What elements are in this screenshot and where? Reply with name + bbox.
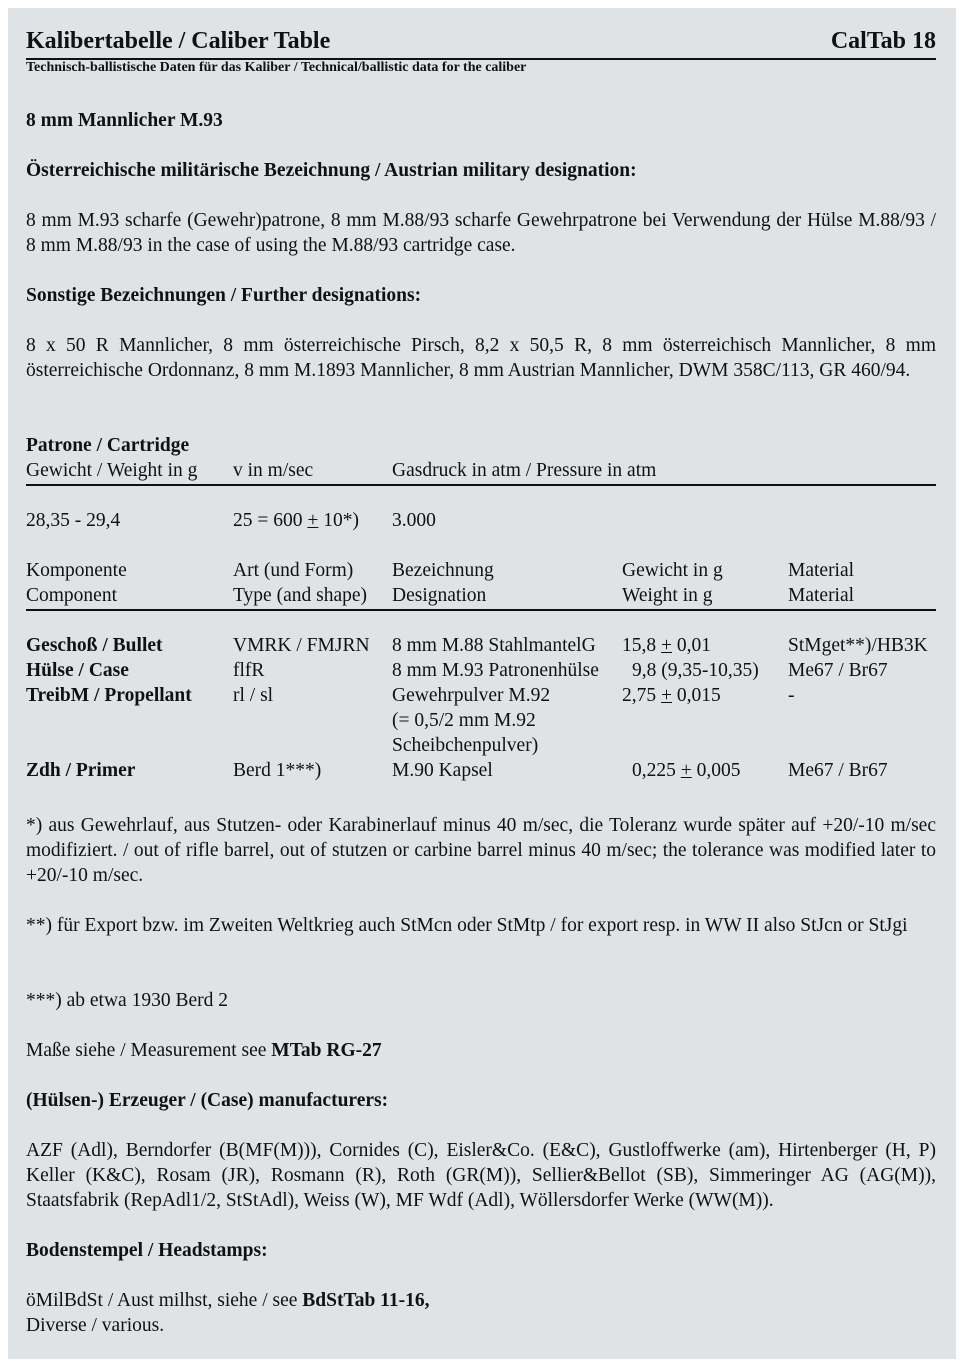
component-name: Zdh / Primer (26, 760, 136, 781)
measurement-reference: Maße siehe / Measurement see MTab RG-27 (26, 1040, 382, 1061)
cartridge-velocity: 25 = 600 + 10*) (233, 510, 359, 531)
components-col-material-en: Material (788, 585, 855, 606)
cartridge-rule (26, 484, 936, 486)
components-col-material-de: Material (788, 560, 855, 581)
components-col-weight-en: Weight in g (622, 585, 713, 606)
document-page (8, 8, 956, 1359)
component-designation-line2: (= 0,5/2 mm M.92 (392, 710, 536, 731)
manufacturers-text: AZF (Adl), Berndorfer (B(MF(M))), Cornides (C), Eisler&Co. (E&C), Gustloffwerke (am), Hirtenberger (H, P) Keller (K&C), Rosam (JR), Rosmann (R), Roth (GR(M)), Sellier&Bellot (SB), Simmeringer AG (AG(M)), Staatsfabrik (RepAdl1/2, StStAdl), Weiss (W), MF Wdf (Adl), Wöllersdorfer Werke (WW(M)). (26, 1140, 936, 1211)
component-type: Berd 1***) (233, 760, 322, 781)
cartridge-weight: 28,35 - 29,4 (26, 510, 121, 531)
components-rule (26, 609, 936, 611)
components-col-weight-de: Gewicht in g (622, 560, 723, 581)
footnote-2: **) für Export bzw. im Zweiten Weltkrieg auch StMcn oder StMtp / for export resp. in WW II also StJcn or StJgi (26, 915, 908, 936)
cartridge-col-velocity: v in m/sec (233, 460, 314, 481)
further-designations-text: 8 x 50 R Mannlicher, 8 mm österreichische Pirsch, 8,2 x 50,5 R, 8 mm österreichisch Mannlicher, 8 mm österreichische Ordonnanz, 8 mm M.1893 Mannlicher, 8 mm Austrian Mannlicher, DWM 358C/113, GR 460/94. (26, 335, 936, 381)
component-name: Hülse / Case (26, 660, 129, 681)
cartridge-pressure: 3.000 (392, 510, 436, 531)
component-designation: 8 mm M.93 Patronenhülse (392, 660, 599, 681)
component-designation-line3: Scheibchenpulver) (392, 735, 539, 756)
component-name: Geschoß / Bullet (26, 635, 163, 656)
component-name: TreibM / Propellant (26, 685, 192, 706)
headstamps-line-2: Diverse / various. (26, 1315, 165, 1336)
components-col-type-de: Art (und Form) (233, 560, 354, 581)
cartridge-heading: Patrone / Cartridge (26, 435, 190, 456)
component-type: flfR (233, 660, 265, 681)
component-designation: M.90 Kapsel (392, 760, 493, 781)
component-weight: 2,75 + 0,015 (622, 685, 721, 706)
manufacturers-heading: (Hülsen-) Erzeuger / (Case) manufacturers: (26, 1090, 389, 1111)
page-subtitle: Technisch-ballistische Daten für das Kaliber / Technical/ballistic data for the caliber (26, 60, 527, 75)
component-weight: 9,8 (9,35-10,35) (632, 660, 759, 681)
components-col-designation-en: Designation (392, 585, 487, 606)
footnote-3: ***) ab etwa 1930 Berd 2 (26, 990, 228, 1011)
headstamps-heading: Bodenstempel / Headstamps: (26, 1240, 268, 1261)
components-col-designation-de: Bezeichnung (392, 560, 494, 581)
further-designations-heading: Sonstige Bezeichnungen / Further designations: (26, 285, 422, 306)
components-col-component-de: Komponente (26, 560, 127, 581)
cartridge-col-weight: Gewicht / Weight in g (26, 460, 198, 481)
component-weight: 0,225 + 0,005 (632, 760, 741, 781)
component-designation: 8 mm M.88 StahlmantelG (392, 635, 596, 656)
caliber-name: 8 mm Mannlicher M.93 (26, 110, 223, 131)
cartridge-col-pressure: Gasdruck in atm / Pressure in atm (392, 460, 657, 481)
component-designation: Gewehrpulver M.92 (392, 685, 551, 706)
component-type: VMRK / FMJRN (233, 635, 370, 656)
components-col-component-en: Component (26, 585, 117, 606)
headstamps-line-1: öMilBdSt / Aust milhst, siehe / see BdStTab 11-16, (26, 1290, 430, 1311)
military-designation-heading: Österreichische militärische Bezeichnung / Austrian military designation: (26, 160, 637, 181)
component-material: - (788, 685, 795, 706)
page-title: Kalibertabelle / Caliber Table (26, 28, 331, 54)
component-type: rl / sl (233, 685, 274, 706)
footnote-1: *) aus Gewehrlauf, aus Stutzen- oder Karabinerlauf minus 40 m/sec, die Toleranz wurde später auf +20/-10 m/sec modifiziert. / out of rifle barrel, out of stutzen or carbine barrel minus 40 m/sec; the tolerance was modified later to +20/-10 m/sec. (26, 815, 936, 886)
military-designation-text: 8 mm M.93 scharfe (Gewehr)patrone, 8 mm M.88/93 scharfe Gewehrpatrone bei Verwendung der Hülse M.88/93 / 8 mm M.88/93 in the case of using the M.88/93 cartridge case. (26, 210, 936, 256)
component-weight: 15,8 + 0,01 (622, 635, 711, 656)
component-material: Me67 / Br67 (788, 760, 888, 781)
table-code: CalTab 18 (830, 28, 936, 54)
component-material: StMget**)/HB3K (788, 635, 928, 656)
component-material: Me67 / Br67 (788, 660, 888, 681)
components-col-type-en: Type (and shape) (233, 585, 367, 606)
